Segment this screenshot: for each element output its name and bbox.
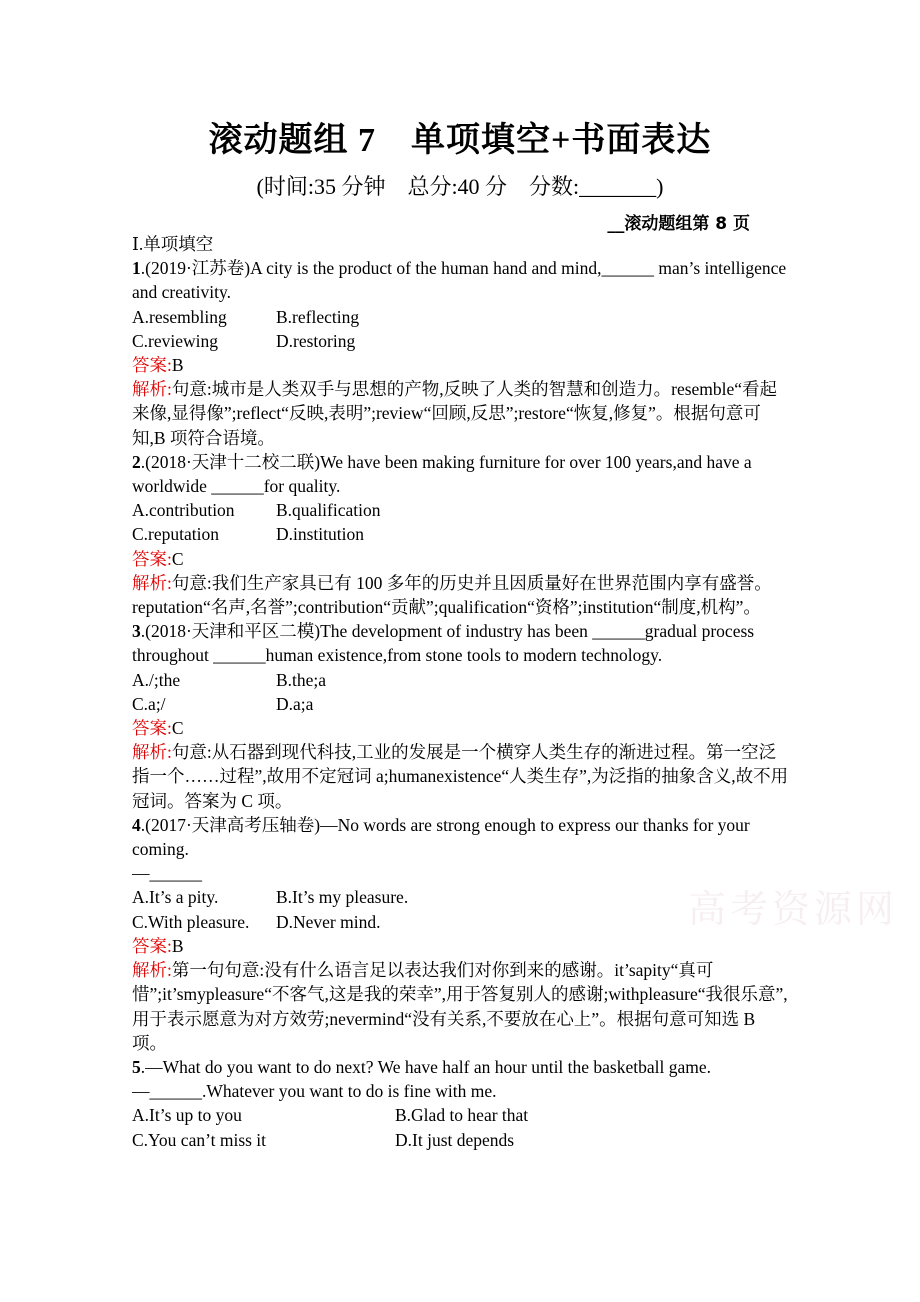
options — [132, 885, 792, 933]
answer-value: C — [171, 548, 184, 569]
option-b: B.qualification — [276, 500, 381, 521]
answer — [132, 716, 792, 740]
question-stem — [132, 256, 792, 304]
option-a: A.It’s a pity. — [132, 887, 219, 908]
stem-text: .(2017·天津高考压轴卷)—No words are strong enough to express our thanks for your coming. — [132, 814, 750, 860]
explanation-label: 解析: — [132, 379, 172, 400]
answer-value: B — [171, 935, 184, 956]
question-stem — [132, 813, 792, 861]
page-reference: __滚动题组第 8 页 — [607, 214, 750, 234]
section-heading: Ⅰ.单项填空 — [132, 234, 214, 254]
answer-label: 答案: — [132, 718, 172, 739]
question-4 — [132, 813, 792, 1055]
option-b: B.the;a — [276, 669, 327, 690]
explanation-text: 句意:从石器到现代科技,工业的发展是一个横穿人类生存的渐进过程。第一空泛指一个……过程”,故用不定冠词 a;humanexistence“人类生存”,为泛指的抽象含义,故不用冠词。答案为 C 项。 — [132, 742, 789, 811]
options — [132, 305, 792, 353]
explanation-label: 解析: — [132, 572, 172, 593]
option-b: B.Glad to hear that — [395, 1105, 529, 1126]
option-c: C.a;/ — [132, 693, 166, 714]
option-a: A./;the — [132, 669, 181, 690]
option-a: A.resembling — [132, 306, 227, 327]
explanation — [132, 958, 792, 1055]
explanation — [132, 377, 792, 450]
answer-value: B — [171, 355, 184, 376]
options — [132, 668, 792, 716]
answer — [132, 934, 792, 958]
question-stem — [132, 619, 792, 667]
question-number: 5 — [132, 1056, 141, 1077]
explanation-label: 解析: — [132, 742, 172, 763]
explanation-text: 第一句句意:没有什么语言足以表达我们对你到来的感谢。it’sapity“真可惜”;it’smypleasure“不客气,这是我的荣幸”,用于答复别人的感谢;withpleasure“我很乐意”,用于表示愿意为对方效劳;nevermind“没有关系,不要放在心上”。根据句意可知选 B 项。 — [132, 960, 788, 1053]
stem-text: .(2018·天津和平区二模)The development of industry has been ______gradual process throughout ______human existence,from stone tools to modern technology. — [132, 621, 755, 666]
option-b: B.It’s my pleasure. — [276, 887, 409, 908]
option-d: D.institution — [276, 524, 364, 545]
option-b: B.reflecting — [276, 306, 360, 327]
exam-info: (时间:35 分钟 总分:40 分 分数:_______) — [256, 174, 664, 199]
answer — [132, 547, 792, 571]
answer-label: 答案: — [132, 548, 172, 569]
stem-text: .(2018·天津十二校二联)We have been making furniture for over 100 years,and have a worldwide ______for quality. — [132, 451, 752, 497]
stem-text: .(2019·江苏卷)A city is the product of the human hand and mind,______ man’s intelligence and creativity. — [132, 258, 787, 303]
page-title: 滚动题组 7 单项填空+书面表达 — [208, 122, 712, 159]
answer-label: 答案: — [132, 355, 172, 376]
question-number: 2 — [132, 451, 141, 472]
question-number: 4 — [132, 814, 141, 835]
question-1 — [132, 256, 792, 450]
answer-value: C — [171, 718, 184, 739]
question-number: 1 — [132, 258, 141, 279]
options — [132, 1103, 792, 1151]
option-d: D.restoring — [276, 330, 356, 351]
explanation-text: 句意:城市是人类双手与思想的产物,反映了人类的智慧和创造力。resemble“看起来像,显得像”;reflect“反映,表明”;review“回顾,反思”;restore“恢复,修复”。根据句意可知,B 项符合语境。 — [132, 379, 778, 448]
option-a: A.contribution — [132, 500, 235, 521]
stem-text: .—What do you want to do next? We have half an hour until the basketball game. — [140, 1056, 712, 1077]
question-stem — [132, 1055, 792, 1079]
option-c: C.reviewing — [132, 330, 219, 351]
option-d: D.a;a — [276, 693, 314, 714]
explanation-text: 句意:我们生产家具已有 100 多年的历史并且因质量好在世界范围内享有盛誉。reputation“名声,名誉”;contribution“贡献”;qualification“资格”;institution“制度,机构”。 — [132, 572, 772, 618]
option-c: C.With pleasure. — [132, 911, 250, 932]
explanation-label: 解析: — [132, 960, 172, 981]
option-c: C.You can’t miss it — [132, 1129, 267, 1150]
option-d: D.It just depends — [395, 1129, 515, 1150]
options — [132, 498, 792, 546]
question-5 — [132, 1055, 792, 1152]
question-3 — [132, 619, 792, 813]
option-c: C.reputation — [132, 524, 219, 545]
option-d: D.Never mind. — [276, 911, 381, 932]
option-a: A.It’s up to you — [132, 1105, 242, 1126]
explanation — [132, 571, 792, 619]
question-stem — [132, 450, 792, 498]
question-2 — [132, 450, 792, 619]
watermark: 高考资源网 — [688, 887, 899, 931]
answer-label: 答案: — [132, 935, 172, 956]
explanation — [132, 740, 792, 813]
answer — [132, 353, 792, 377]
reply-line: —______ — [132, 863, 202, 884]
question-number: 3 — [132, 621, 141, 642]
reply-line: —______.Whatever you want to do is fine with me. — [132, 1081, 497, 1102]
question-list — [132, 232, 792, 1152]
